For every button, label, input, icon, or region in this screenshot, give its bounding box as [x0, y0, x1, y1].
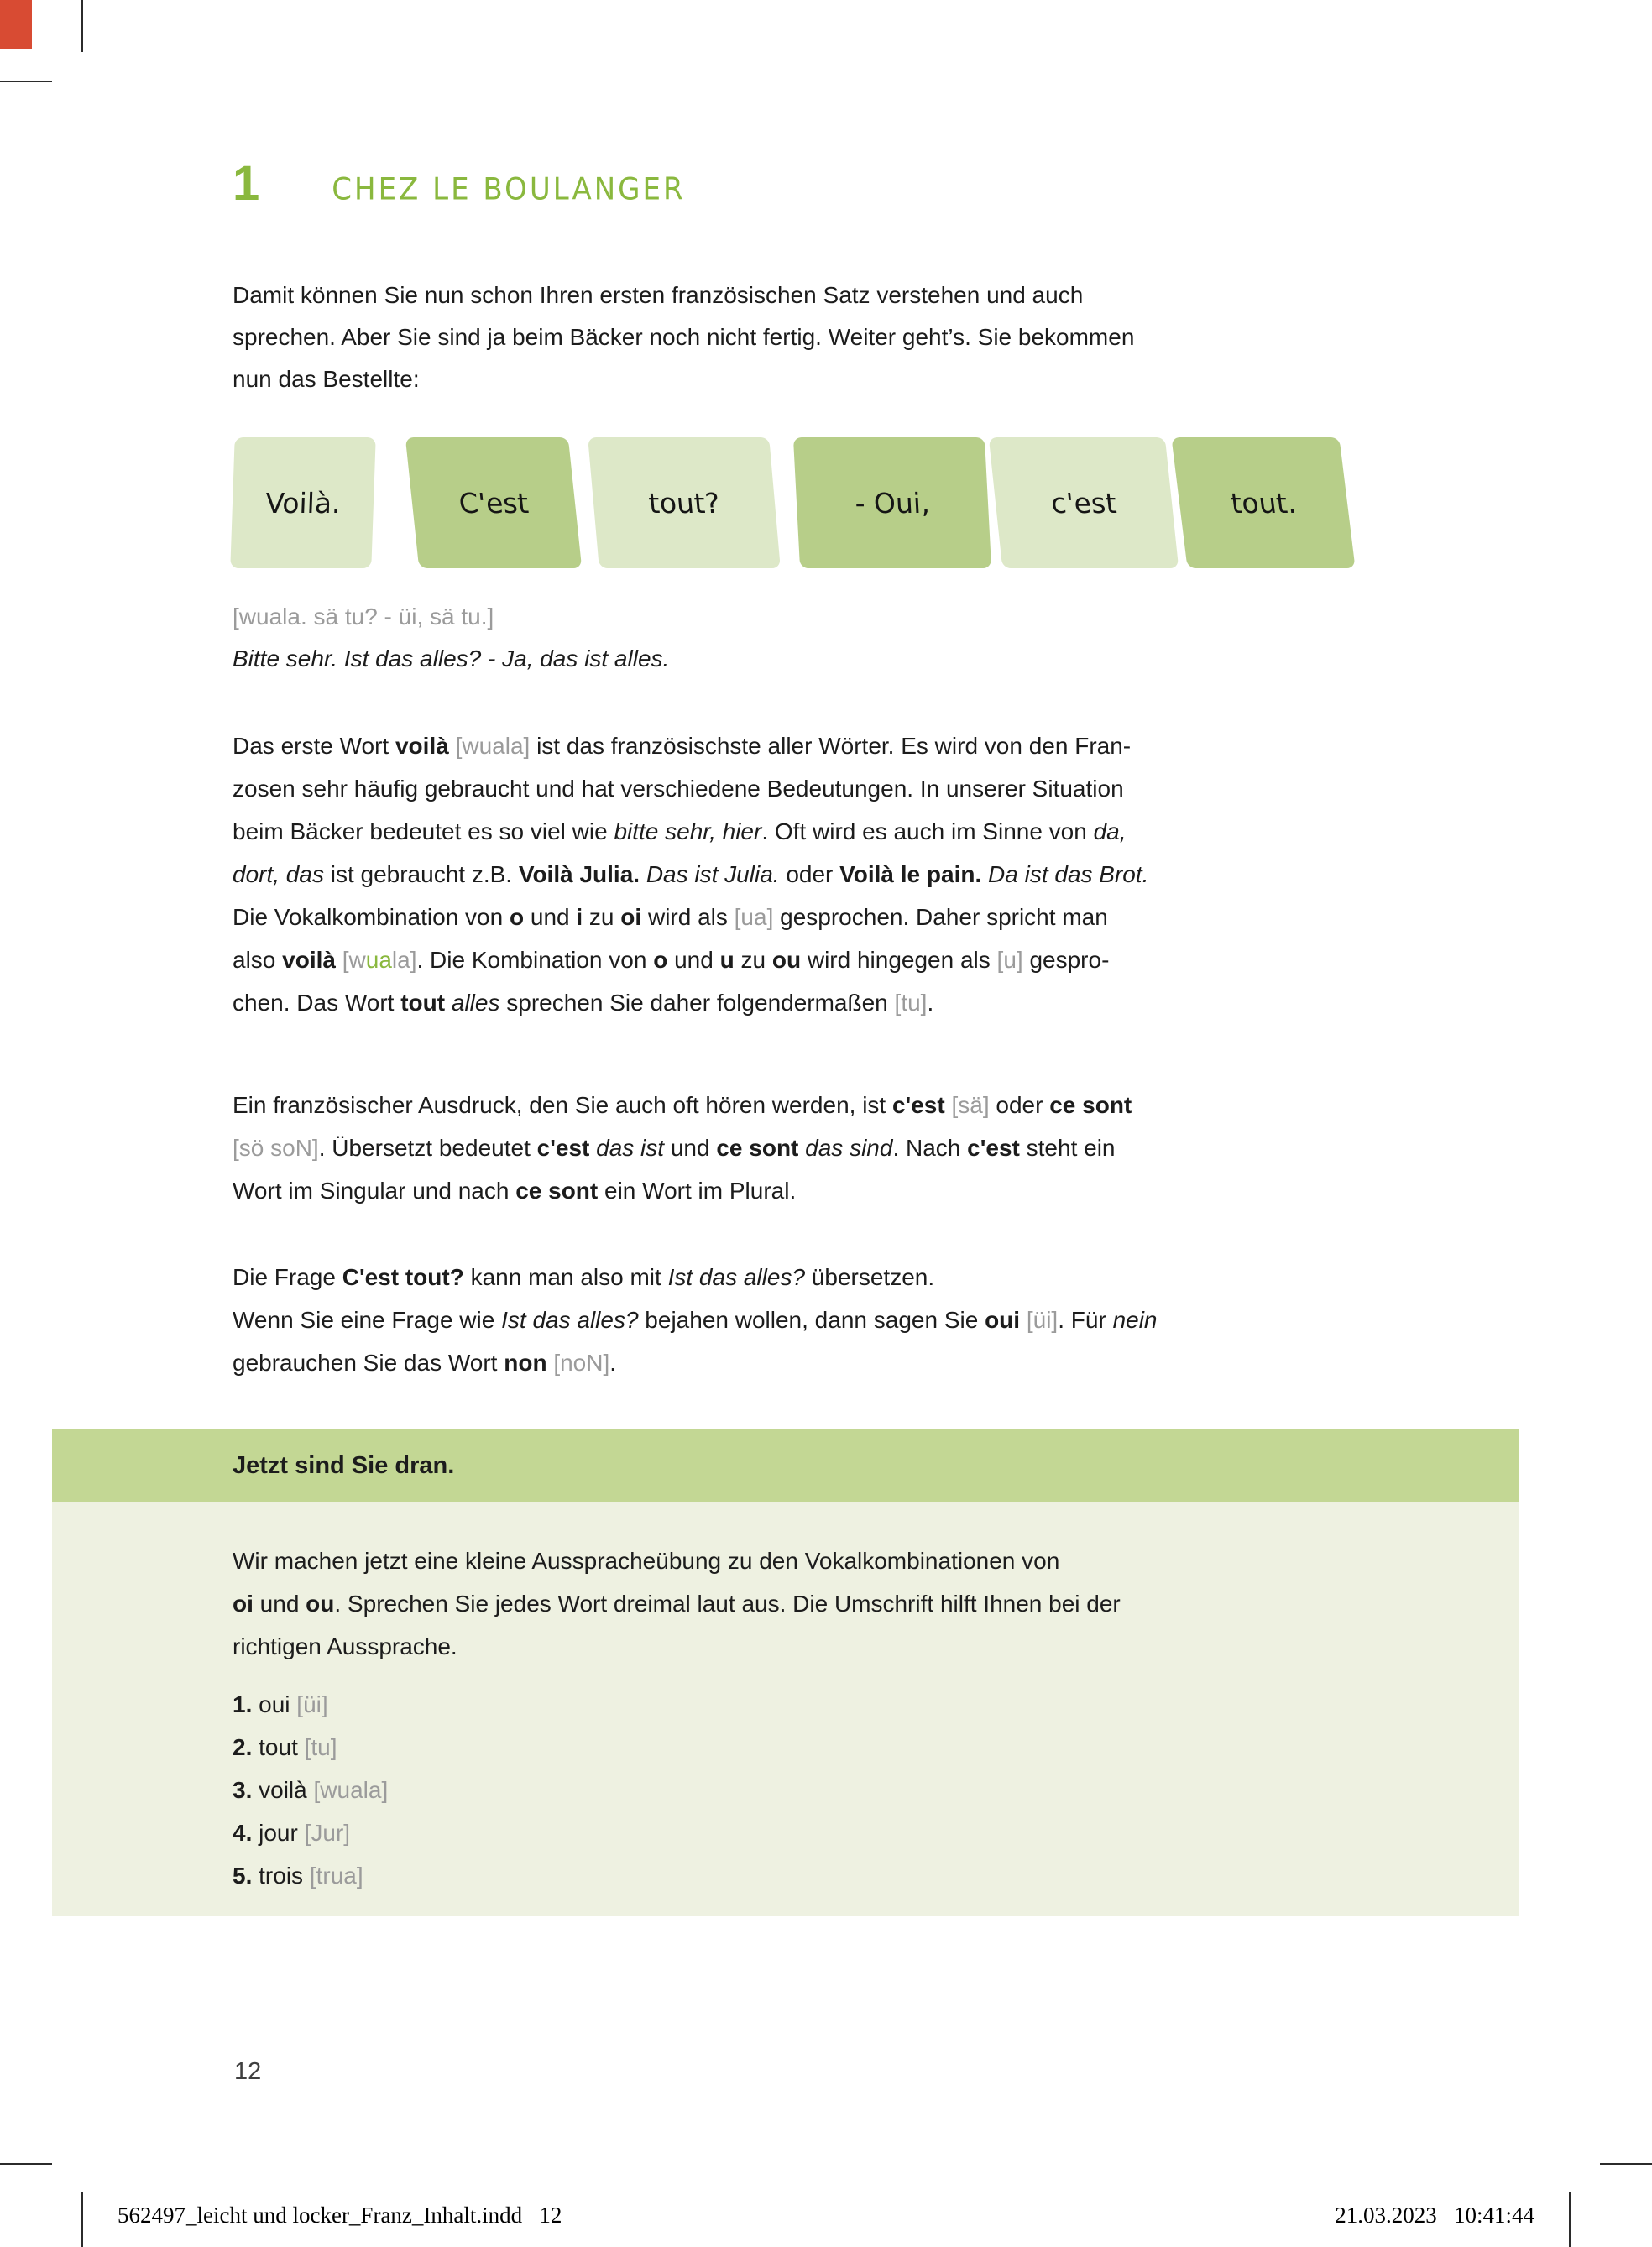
list-item — [233, 1811, 1519, 1854]
crop-mark-bottom-left-vertical — [81, 2192, 83, 2247]
item-phonetic: [wuala] — [313, 1777, 389, 1803]
card-label: C'est — [457, 486, 531, 520]
text-line: Wir machen jetzt eine kleine Ausspracheübung zu den Vokalkombinationen von — [233, 1548, 1060, 1574]
list-item — [233, 1726, 1519, 1769]
item-word: trois — [259, 1863, 310, 1889]
item-number: 5. — [233, 1863, 259, 1889]
exercise-box-body — [52, 1502, 1519, 1916]
list-item — [233, 1769, 1519, 1811]
body-paragraph-2 — [233, 1084, 1384, 1212]
text-line: oi und ou. Sprechen Sie jedes Wort dreimal laut aus. Die Umschrift hilft Ihnen bei der — [233, 1591, 1121, 1617]
card-label: c'est — [1049, 486, 1118, 520]
list-item — [233, 1854, 1519, 1897]
dialogue-card — [1171, 437, 1355, 568]
dialogue-cards — [233, 437, 1347, 568]
item-phonetic: [tu] — [304, 1734, 337, 1760]
card-label: - Oui, — [854, 486, 931, 520]
text-line: Damit können Sie nun schon Ihren ersten französischen Satz verstehen und auch — [233, 282, 1084, 308]
item-number: 4. — [233, 1820, 259, 1846]
text-line: also voilà [wuala]. Die Kombination von o und u zu ou wird hingegen als [u] gespro- — [233, 947, 1110, 973]
exercise-box — [52, 1429, 1519, 1916]
item-phonetic: [trua] — [309, 1863, 363, 1889]
text-line: Wenn Sie eine Frage wie Ist das alles? bejahen wollen, dann sagen Sie oui [üi]. Für nein — [233, 1307, 1158, 1333]
phonetic-transcription: [wuala. sä tu? - üi, sä tu.] — [233, 604, 494, 630]
exercise-intro — [233, 1539, 1519, 1668]
chapter-heading — [233, 158, 686, 210]
text-line: Ein französischer Ausdruck, den Sie auch oft hören werden, ist c'est [sä] oder ce sont — [233, 1092, 1132, 1118]
item-phonetic: [Jur] — [304, 1820, 351, 1846]
body-paragraph-1 — [233, 724, 1384, 1024]
chapter-title: CHEZ LE BOULANGER — [332, 170, 686, 207]
crop-mark-top-left-vertical — [81, 0, 83, 52]
item-number: 1. — [233, 1691, 259, 1717]
item-word: jour — [259, 1820, 305, 1846]
item-word: voilà — [259, 1777, 314, 1803]
item-phonetic: [üi] — [296, 1691, 328, 1717]
dialogue-card — [230, 437, 375, 568]
item-number: 2. — [233, 1734, 259, 1760]
text-line: chen. Das Wort tout alles sprechen Sie daher folgendermaßen [tu]. — [233, 990, 934, 1016]
card-label: tout. — [1228, 486, 1299, 520]
text-line: Die Vokalkombination von o und i zu oi wird als [ua] gesprochen. Daher spricht man — [233, 904, 1108, 930]
exercise-box-header — [52, 1429, 1519, 1502]
text-line: Wort im Singular und nach ce sont ein Wort im Plural. — [233, 1178, 797, 1204]
footer-timestamp: 21.03.2023 10:41:44 — [1335, 2203, 1534, 2228]
crop-mark-bottom-left-horizontal — [0, 2163, 52, 2165]
red-corner-tab — [0, 0, 32, 49]
item-number: 3. — [233, 1777, 259, 1803]
intro-paragraph — [233, 274, 1384, 400]
text-line: dort, das ist gebraucht z.B. Voilà Julia. Das ist Julia. oder Voilà le pain. Da ist das Brot. — [233, 861, 1149, 887]
item-word: oui — [259, 1691, 297, 1717]
dialogue-card — [793, 437, 991, 568]
chapter-number: 1 — [233, 156, 260, 211]
page-number: 12 — [234, 2058, 262, 2085]
text-line: [sö soN]. Übersetzt bedeutet c'est das ist und ce sont das sind. Nach c'est steht ein — [233, 1135, 1116, 1161]
exercise-box-title: Jetzt sind Sie dran. — [233, 1452, 455, 1479]
body-paragraph-3 — [233, 1256, 1384, 1384]
text-line: beim Bäcker bedeutet es so viel wie bitte sehr, hier. Oft wird es auch im Sinne von da, — [233, 818, 1127, 844]
dialogue-card — [989, 437, 1179, 568]
footer-file-info: 562497_leicht und locker_Franz_Inhalt.indd 12 — [118, 2203, 562, 2228]
german-translation: Bitte sehr. Ist das alles? - Ja, das ist alles. — [233, 645, 670, 671]
text-line: zosen sehr häufig gebraucht und hat verschiedene Bedeutungen. In unserer Situation — [233, 776, 1124, 802]
crop-mark-top-left-horizontal — [0, 81, 52, 82]
text-line: gebrauchen Sie das Wort non [noN]. — [233, 1350, 617, 1376]
crop-mark-bottom-right-horizontal — [1600, 2163, 1652, 2165]
crop-mark-bottom-right-vertical — [1569, 2192, 1571, 2247]
dialogue-card — [405, 437, 582, 568]
pronunciation-list — [233, 1683, 1519, 1897]
text-line: Das erste Wort voilà [wuala] ist das französischste aller Wörter. Es wird von den Fran- — [233, 733, 1132, 759]
text-line: sprechen. Aber Sie sind ja beim Bäcker noch nicht fertig. Weiter geht’s. Sie bekommen — [233, 324, 1135, 350]
item-word: tout — [259, 1734, 305, 1760]
card-label: Voilà. — [264, 486, 342, 520]
dialogue-card — [588, 437, 781, 568]
text-line: richtigen Aussprache. — [233, 1633, 457, 1659]
list-item — [233, 1683, 1519, 1726]
text-line: Die Frage C'est tout? kann man also mit Ist das alles? übersetzen. — [233, 1264, 935, 1290]
card-label: tout? — [647, 486, 721, 520]
text-line: nun das Bestellte: — [233, 366, 420, 392]
